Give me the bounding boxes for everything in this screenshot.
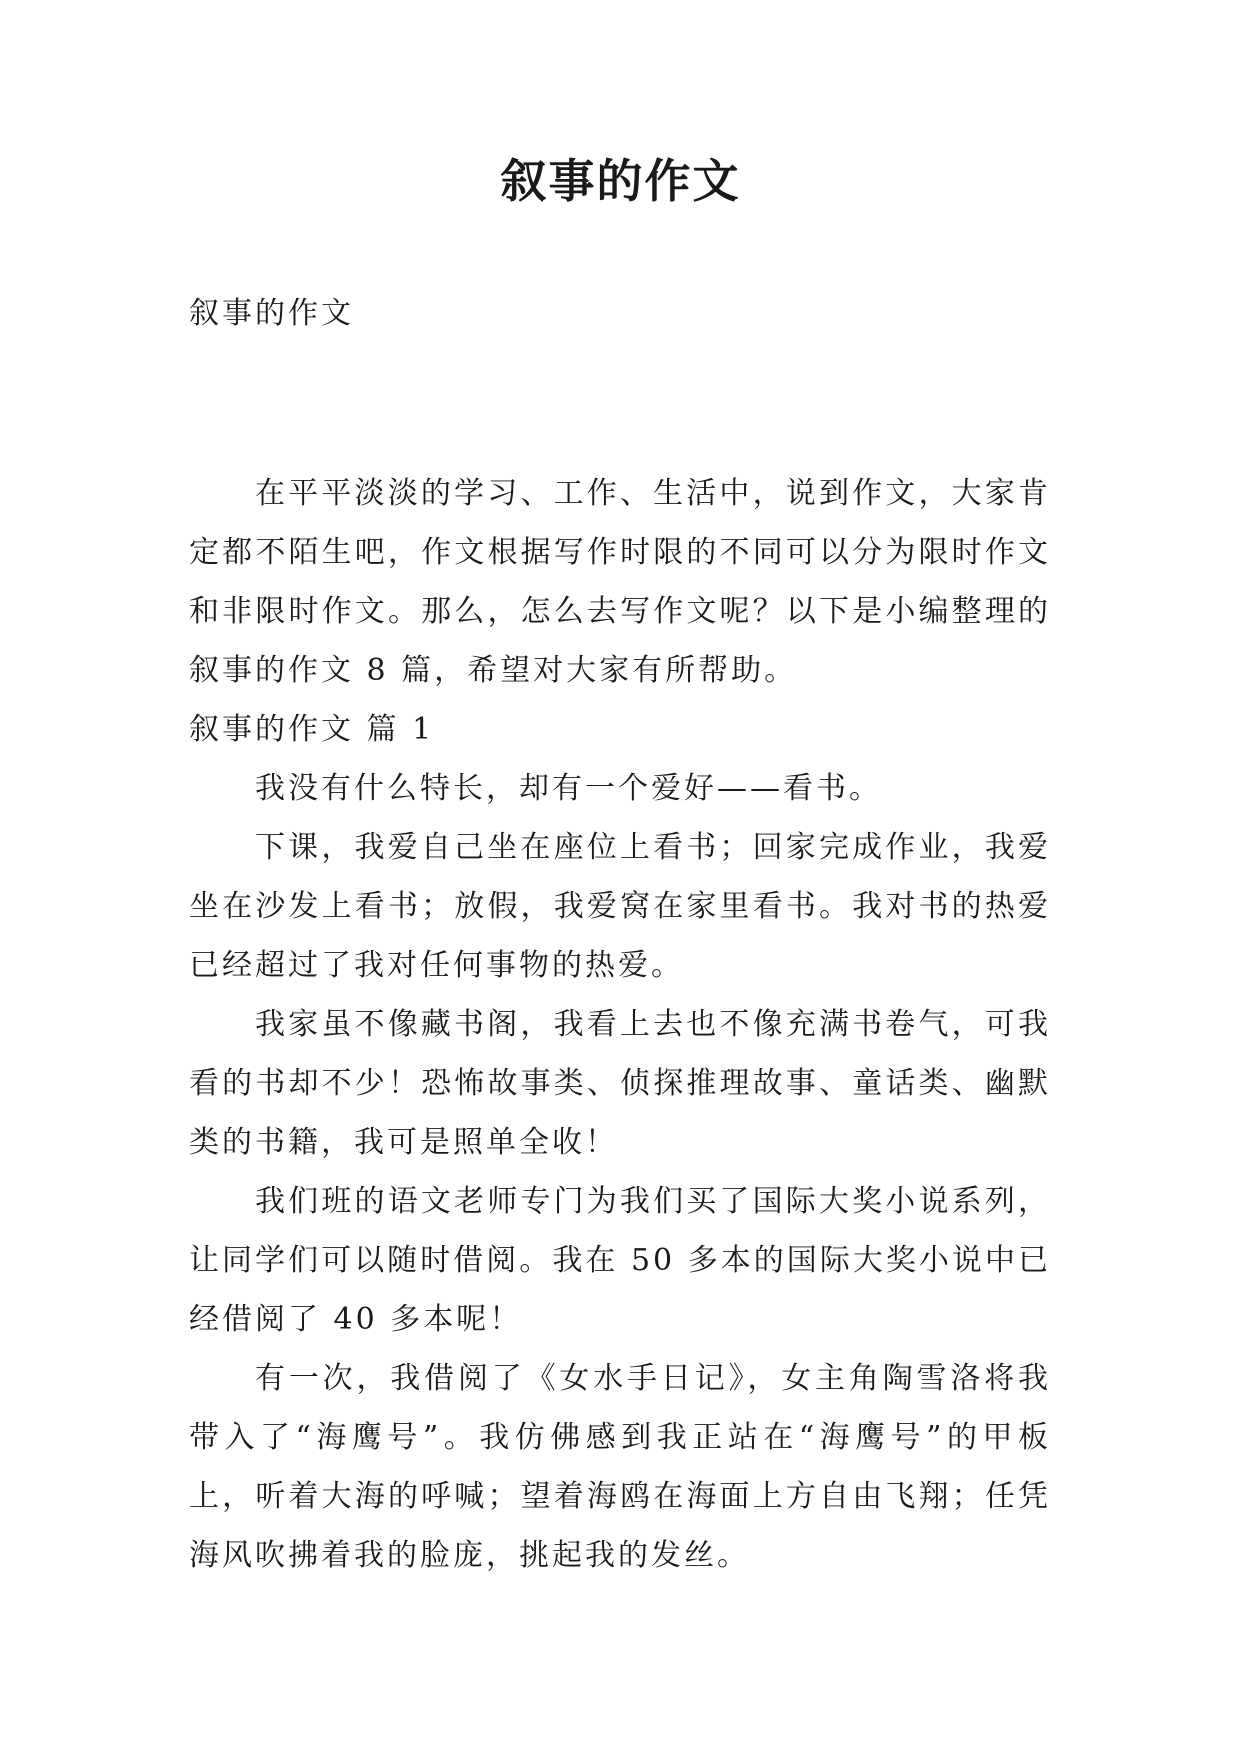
body-paragraph: 我家虽不像藏书阁，我看上去也不像充满书卷气，可我看的书却不少！恐怖故事类、侦探推理故事、童话类、幽默类的书籍，我可是照单全收！: [189, 1007, 1051, 1160]
body-paragraph: 我没有什么特长，却有一个爱好——看书。: [255, 771, 882, 806]
document-body: [189, 464, 1051, 1585]
document-title: 叙事的作文: [500, 154, 741, 208]
body-paragraph: 有一次，我借阅了《女水手日记》，女主角陶雪洛将我带入了“海鹰号”。我仿佛感到我正站在“海鹰号”的甲板上，听着大海的呼喊；望着海鸥在海面上方自由飞翔；任凭海风吹拂着我的脸庞，挑起我的发丝。: [189, 1361, 1051, 1573]
body-paragraph: 我们班的语文老师专门为我们买了国际大奖小说系列，让同学们可以随时借阅。我在 50 多本的国际大奖小说中已经借阅了 40 多本呢！: [189, 1184, 1051, 1337]
document-subtitle: 叙事的作文: [189, 296, 354, 331]
body-paragraph: 下课，我爱自己坐在座位上看书；回家完成作业，我爱坐在沙发上看书；放假，我爱窝在家里看书。我对书的热爱已经超过了我对任何事物的热爱。: [189, 830, 1051, 983]
intro-paragraph: 在平平淡淡的学习、工作、生活中，说到作文，大家肯定都不陌生吧，作文根据写作时限的不同可以分为限时作文和非限时作文。那么，怎么去写作文呢？以下是小编整理的叙事的作文 8 篇，希望对大家有所帮助。: [189, 476, 1051, 688]
section-heading: 叙事的作文 篇 1: [189, 712, 435, 747]
